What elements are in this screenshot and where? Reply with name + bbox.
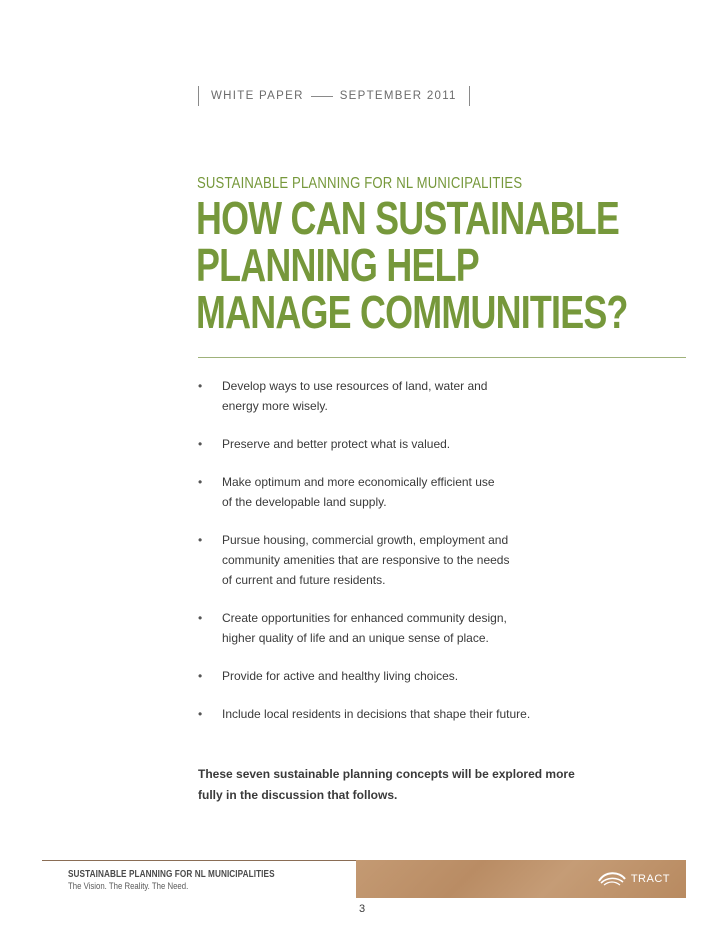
bullet-icon: • [198, 533, 203, 547]
header-date: SEPTEMBER 2011 [339, 90, 457, 102]
title-line-3: MANAGE COMMUNITIES? [196, 286, 628, 338]
document-title [196, 192, 628, 338]
summary-paragraph: These seven sustainable planning concepts will be explored more fully in the discussion that follows. [198, 767, 575, 802]
bullet-icon: • [198, 669, 203, 683]
list-item: • Pursue housing, commercial growth, employment and community amenities that are responsive to the needs of current and future residents. [198, 530, 598, 590]
bullet-icon: • [198, 611, 203, 625]
document-subtitle: SUSTAINABLE PLANNING FOR NL MUNICIPALITIES [197, 175, 523, 192]
bullet-icon: • [198, 707, 203, 721]
footer-title: SUSTAINABLE PLANNING FOR NL MUNICIPALITIES [68, 869, 275, 880]
list-item: • Include local residents in decisions that shape their future. [198, 704, 598, 724]
bullet-icon: • [198, 437, 203, 451]
list-item: • Develop ways to use resources of land, water and energy more wisely. [198, 376, 598, 416]
tract-logo-icon [597, 869, 627, 889]
page-number: 3 [358, 903, 366, 915]
title-line-1: HOW CAN SUSTAINABLE [196, 192, 620, 244]
header-dash [311, 96, 333, 97]
bullet-list [198, 376, 598, 742]
logo-text: TRACT [630, 873, 670, 885]
footer-tagline: The Vision. The Reality. The Need. [68, 881, 189, 892]
list-item: • Create opportunities for enhanced community design, higher quality of life and an unique sense of place. [198, 608, 598, 648]
header-divider-right [469, 86, 470, 106]
header-label: WHITE PAPER [211, 90, 304, 102]
list-item: • Preserve and better protect what is valued. [198, 434, 598, 454]
footer-text-block [42, 860, 356, 898]
page-footer [42, 860, 686, 898]
tract-logo [597, 869, 670, 889]
footer-texture-band [356, 860, 686, 898]
bullet-icon: • [198, 475, 203, 489]
header-divider-left [198, 86, 199, 106]
title-line-2: PLANNING HELP [196, 239, 479, 291]
list-item: • Make optimum and more economically efficient use of the developable land supply. [198, 472, 598, 512]
header-text [211, 90, 457, 102]
list-item: • Provide for active and healthy living choices. [198, 666, 598, 686]
title-rule [198, 357, 686, 358]
bullet-icon: • [198, 379, 203, 393]
document-header [198, 86, 470, 106]
